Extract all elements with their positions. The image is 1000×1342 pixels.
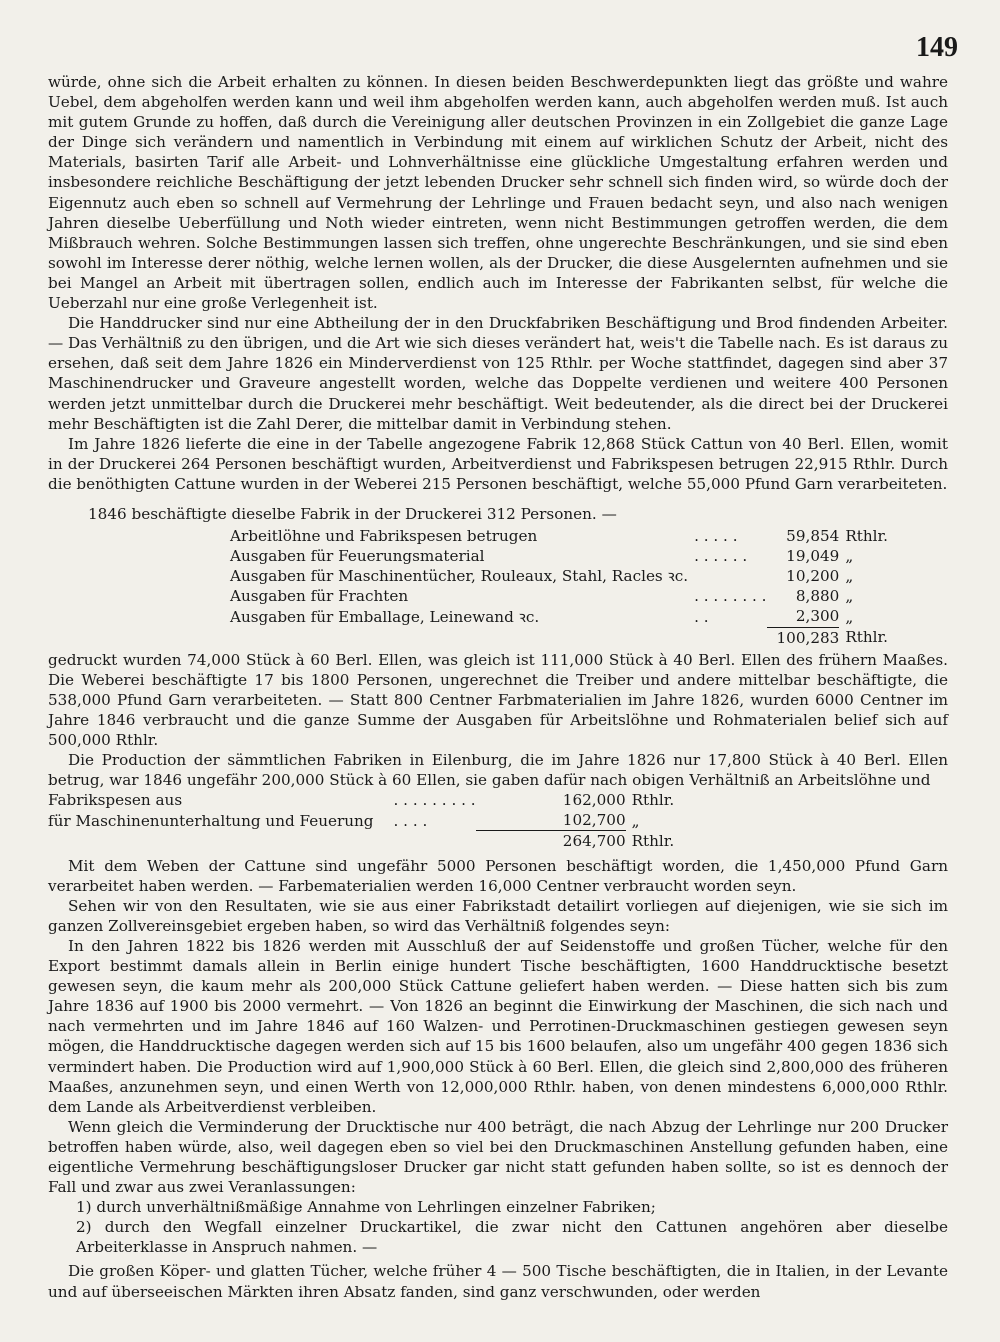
paragraph: In den Jahren 1822 bis 1826 werden mit Ausschluß der auf Seidenstoffe und großen Tücher, welche für den Export bestimmt damals allein in Berlin einige hundert Tische beschäftigten, 1600 Handdrucktische besetzt gewesen seyn, die kaum mehr als 200,000 Stück Cattune geliefert haben werden. — Diese hatten sich bis zum Jahre 1836 auf 1900 bis 2000 vermehrt. — Von 1826 an beginnt die Einwirkung der Maschinen, die sich nach und nach vermehrten und im Jahre 1846 auf 160 Walzen- und Perrotinen-Druckmaschinen gestiegen gewesen seyn mögen, die Handdrucktische dagegen werden sich auf 15 bis 1600 belaufen, also um ungefähr 400 gegen 1836 sich vermindert haben. Die Production wird auf 1,900,000 Stück à 60 Berl. Ellen, die gleich sind 2,800,000 des früheren Maaßes, anzunehmen seyn, und einen Werth von 12,000,000 Rthlr. haben, von denen mindestens 6,000,000 Rthlr. dem Lande als Arbeitverdienst verbleiben. bbox=[48, 936, 948, 1116]
table-row bbox=[48, 790, 674, 810]
row-label: Ausgaben für Frachten bbox=[230, 587, 409, 606]
production-table bbox=[48, 790, 674, 851]
row-unit: „ bbox=[845, 567, 854, 586]
list-item: 1) durch unverhältnißmäßige Annahme von Lehrlingen einzelner Fabriken; bbox=[76, 1198, 656, 1217]
row-label: Fabrikspesen aus bbox=[48, 791, 183, 810]
table-row bbox=[230, 566, 888, 586]
table-row bbox=[230, 586, 888, 606]
paragraph: 1846 beschäftigte dieselbe Fabrik in der Druckerei 312 Personen. — bbox=[88, 504, 617, 523]
total-amount: 264,700 bbox=[476, 831, 626, 852]
leader-dots: . . . . . . bbox=[694, 547, 748, 566]
row-unit: „ bbox=[845, 607, 854, 626]
paragraph: Die Production der sämmtlichen Fabriken in Eilenburg, die im Jahre 1826 nur 17,800 Stück à 40 Berl. Ellen betrug, war 1846 ungefähr 200,000 Stück à 60 Ellen, sie gaben dafür nach obigen Verhältniß an Arbeitslöhne und bbox=[48, 751, 948, 790]
row-amount: 8,880 bbox=[795, 587, 840, 606]
row-amount: 2,300 bbox=[795, 607, 840, 626]
leader-dots: . . . . . . . . bbox=[694, 587, 767, 606]
paragraph: würde, ohne sich die Arbeit erhalten zu können. In diesen beiden Beschwerdepunkten liegt das größte und wahre Uebel, dem abgeholfen werden kann und weil ihm abgeholfen werden kann, auch abgeholfen werden muß. Ist auch mit gutem Grunde zu hoffen, daß durch die Vereinigung aller deutschen Provinzen in ein Zollgebiet die ganze Lage der Dinge sich verändern und namentlich in Verbindung mit einem auf wirklichen Schutz der Arbeit, nicht des Materials, basirten Tarif alle Arbeit- und Lohnverhältnisse eine glückliche Umgestaltung erfahren werden und insbesondere reichliche Beschäftigung der jetzt lebenden Drucker sehr schnell sich finden wird, so würde doch der Eigennutz auch eben so schnell auf Vermehrung der Lehrlinge und Frauen bedacht seyn, und also nach wenigen Jahren dieselbe Ueberfüllung und Noth wieder eintreten, wenn nicht Bestimmungen getroffen werden, die dem Mißbrauch wehren. Solche Bestimmungen lassen sich treffen, ohne ungerechte Beschränkungen, und sie sind eben sowohl im Interesse derer nöthig, welche lernen wollen, als der Drucker, die diese Ausgelernten aufnehmen und sie bei Mangel an Arbeit mit übertragen sollen, endlich auch im Interesse der Fabrikanten selbst, für welche die Ueberzahl nur eine große Verlegenheit ist. bbox=[48, 73, 948, 313]
row-unit: Rthlr. bbox=[631, 791, 675, 810]
paragraph: Wenn gleich die Verminderung der Drucktische nur 400 beträgt, die nach Abzug der Lehrlinge nur 200 Drucker betroffen haben würde, also, weil dagegen eben so viel bei den Druckmaschinen Anstellung gefunden haben, eine eigentliche Vermehrung beschäftigungsloser Drucker gar nicht statt gefunden haben sollte, so ist es dennoch der Fall und zwar aus zwei Veranlassungen: bbox=[48, 1117, 948, 1197]
cost-table bbox=[230, 526, 888, 648]
leader-dots: . . . . bbox=[393, 811, 428, 830]
row-amount: 59,854 bbox=[786, 527, 840, 546]
paragraph: Die großen Köper- und glatten Tücher, welche früher 4 — 500 Tische beschäftigten, die in Italien, in der Levante und auf überseeischen Märkten ihren Absatz fanden, sind ganz verschwunden, oder werden bbox=[48, 1262, 948, 1301]
table-row bbox=[230, 526, 888, 546]
row-unit: „ bbox=[845, 547, 854, 566]
total-row bbox=[230, 627, 888, 648]
row-label: für Maschinenunterhaltung und Feuerung bbox=[48, 811, 374, 830]
table-row bbox=[230, 546, 888, 566]
page-number: 149 bbox=[916, 32, 958, 63]
total-unit: Rthlr. bbox=[631, 832, 675, 851]
row-unit: „ bbox=[631, 811, 640, 830]
total-amount: 100,283 bbox=[767, 627, 840, 648]
row-amount: 102,700 bbox=[562, 811, 626, 830]
row-amount: 19,049 bbox=[786, 547, 840, 566]
list-item: 2) durch den Wegfall einzelner Druckartikel, die zwar nicht den Cattunen angehören aber dieselbe Arbeiterklasse in Anspruch nahmen. — bbox=[76, 1218, 948, 1257]
leader-dots bbox=[688, 566, 766, 586]
row-unit: Rthlr. bbox=[845, 527, 888, 546]
paragraph: Die Handdrucker sind nur eine Abtheilung der in den Druckfabriken Beschäftigung und Brod findenden Arbeiter. — Das Verhältniß zu den übrigen, und die Art wie sich dieses verändert hat, weis't die Tabelle nach. Es ist daraus zu ersehen, daß seit dem Jahre 1826 ein Minderverdienst von 125 Rthlr. per Woche stattfindet, dagegen sind aber 37 Maschinendrucker und Graveure angestellt worden, welche das Doppelte verdienen und weitere 400 Personen werden jetzt unmittelbar durch die Druckerei mehr beschäftigt. Weit bedeutender, als die direct bei der Druckerei mehr Beschäftigten ist die Zahl Derer, die mittelbar damit in Verbindung stehen. bbox=[48, 314, 948, 433]
row-unit: „ bbox=[845, 587, 854, 606]
leader-dots: . . bbox=[694, 607, 709, 626]
paragraph: Sehen wir von den Resultaten, wie sie aus einer Fabrikstadt detailirt vorliegen auf diejenigen, wie sie sich im ganzen Zollvereinsgebiet ergeben haben, so wird das Verhältniß folgendes seyn: bbox=[48, 896, 948, 935]
table-row bbox=[230, 606, 888, 627]
paragraph: gedruckt wurden 74,000 Stück à 60 Berl. Ellen, was gleich ist 111,000 Stück à 40 Berl. Ellen des frühern Maaßes. Die Weberei beschäftigte 17 bis 1800 Personen, ungerechnet die Treiber und andere mittelbar beschäftigte, die 538,000 Pfund Garn verarbeiteten. — Statt 800 Centner Farbmaterialien im Jahre 1826, wurden 6000 Centner im Jahre 1846 verbraucht und die ganze Summe der Ausgaben für Arbeitslöhne und Rohmaterialen belief sich auf 500,000 Rthlr. bbox=[48, 650, 948, 749]
row-label: Ausgaben für Maschinentücher, Rouleaux, Stahl, Racles ꝛc. bbox=[230, 567, 689, 586]
body-text bbox=[48, 72, 948, 1302]
row-amount: 10,200 bbox=[786, 567, 840, 586]
row-label: Ausgaben für Feuerungsmaterial bbox=[230, 547, 485, 566]
total-row bbox=[48, 831, 674, 852]
paragraph: Im Jahre 1826 lieferte die eine in der Tabelle angezogene Fabrik 12,868 Stück Cattun von 40 Berl. Ellen, womit in der Druckerei 264 Personen beschäftigt wurden, Arbeitverdienst und Fabrikspesen betrugen 22,915 Rthlr. Durch die benöthigten Cattune wurden in der Weberei 215 Personen beschäftigt, welche 55,000 Pfund Garn verarbeiteten. bbox=[48, 434, 948, 493]
reason-list bbox=[48, 1197, 948, 1257]
leader-dots: . . . . . . . . . bbox=[393, 791, 476, 810]
paragraph: Mit dem Weben der Cattune sind ungefähr 5000 Personen beschäftigt worden, die 1,450,000 Pfund Garn verarbeitet haben werden. — Farbematerialien werden 16,000 Centner verbraucht worden seyn. bbox=[48, 856, 948, 895]
table-row bbox=[48, 810, 674, 831]
total-unit: Rthlr. bbox=[845, 628, 888, 647]
leader-dots: . . . . . bbox=[694, 527, 738, 546]
row-label: Ausgaben für Emballage, Leinewand ꝛc. bbox=[230, 607, 540, 626]
row-label: Arbeitlöhne und Fabrikspesen betrugen bbox=[230, 527, 538, 546]
row-amount: 162,000 bbox=[562, 791, 626, 810]
